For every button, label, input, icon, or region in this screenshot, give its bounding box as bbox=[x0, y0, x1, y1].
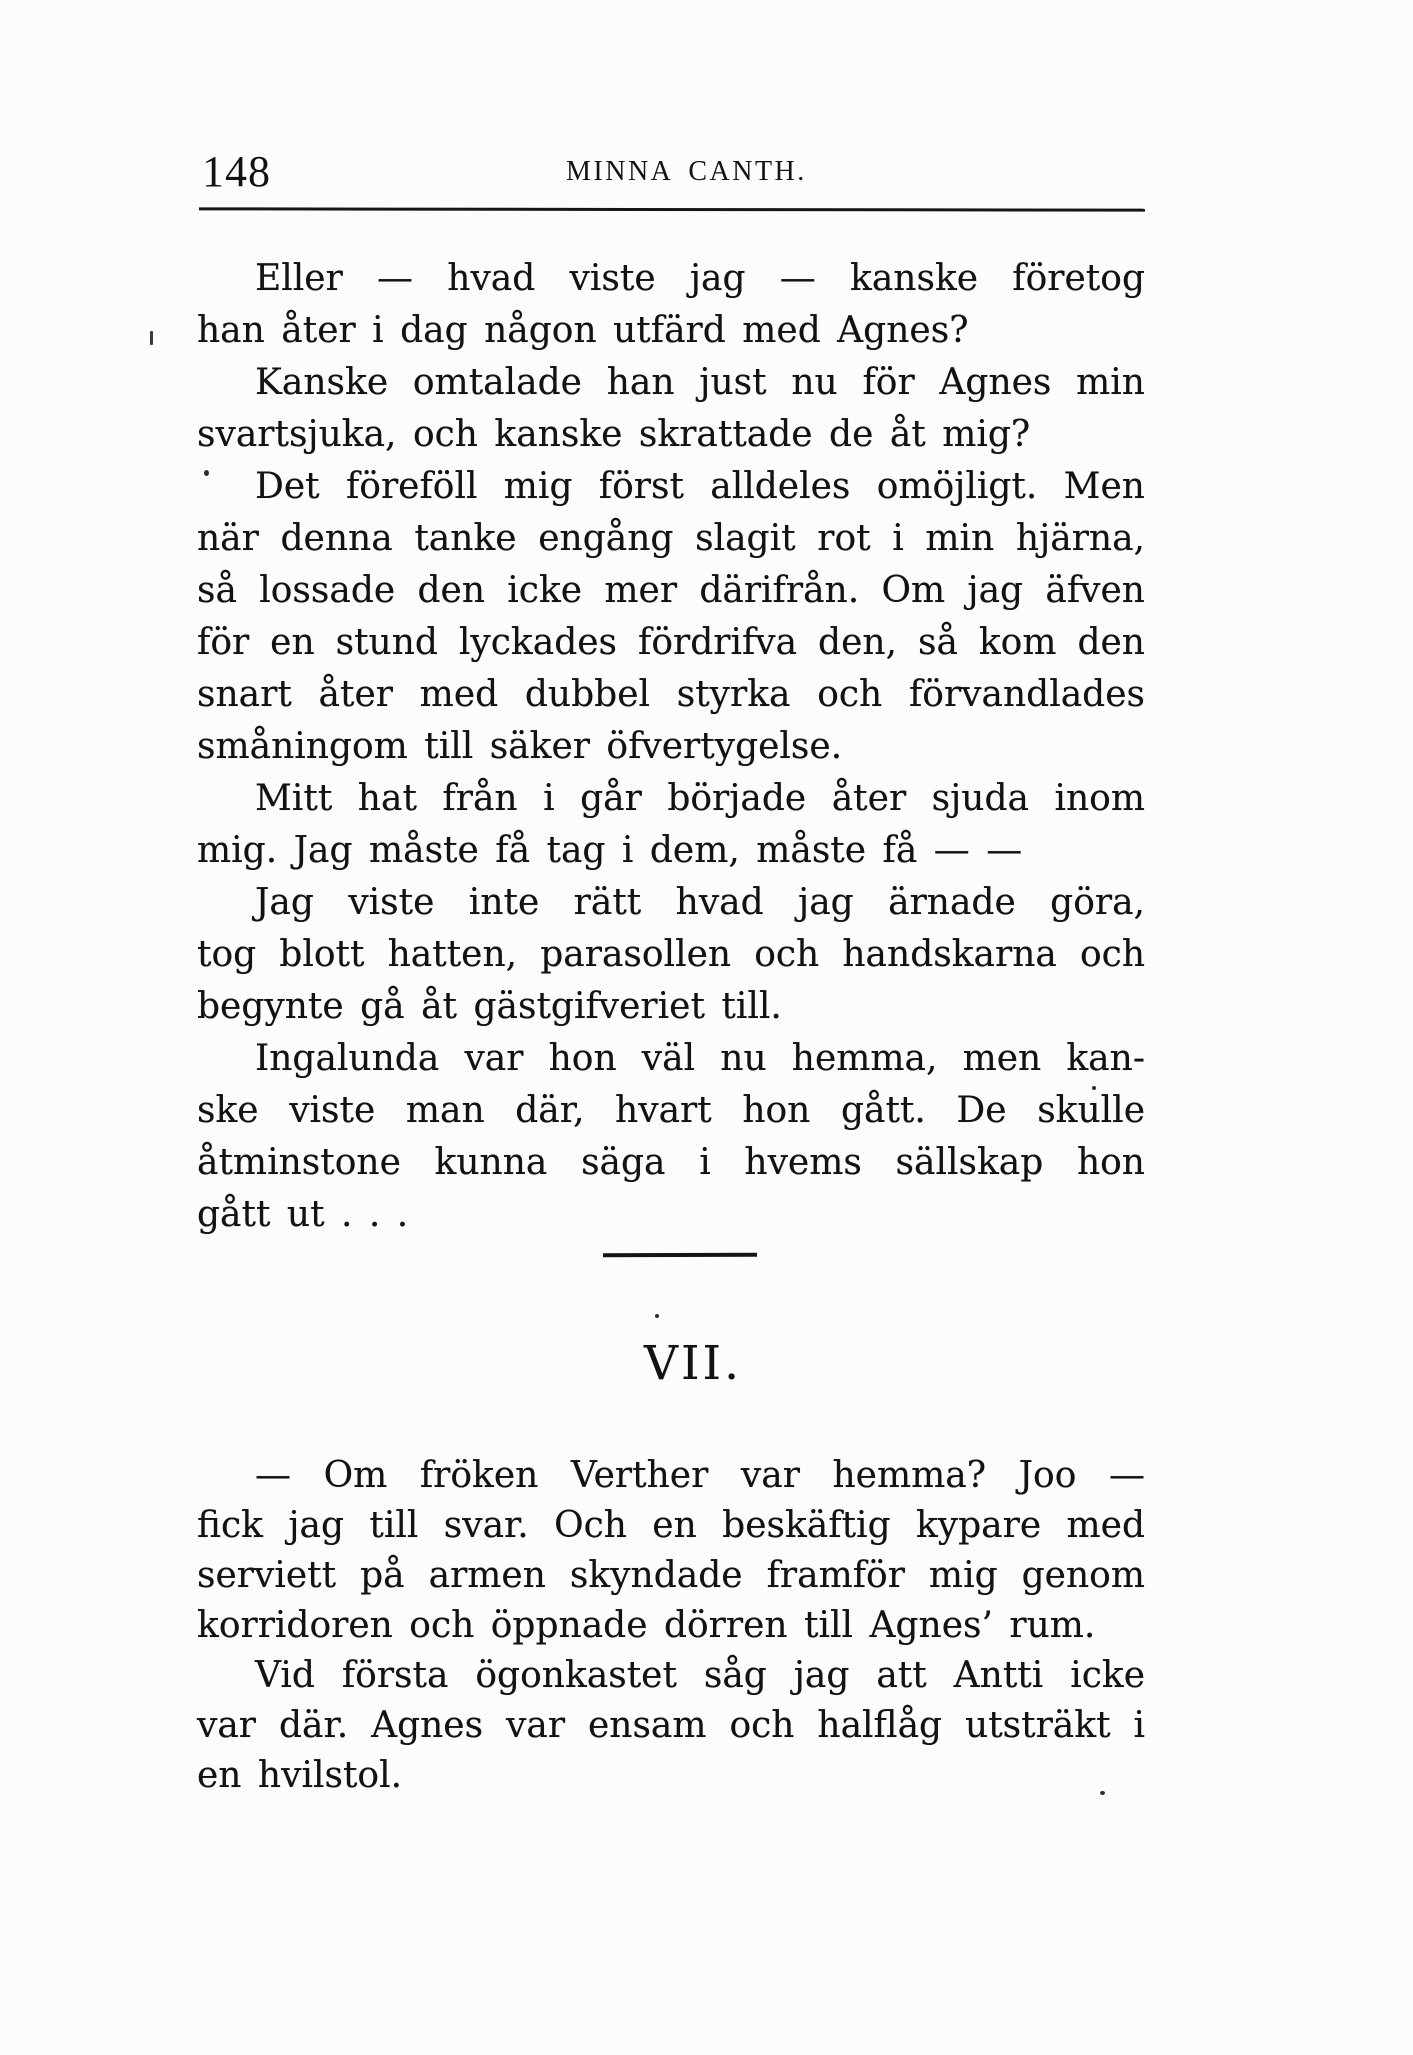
ink-speck bbox=[204, 470, 209, 476]
text-line: Vid första ögonkastet såg jag att Antti icke bbox=[255, 1655, 1145, 1696]
header-rule bbox=[199, 207, 1145, 211]
text-line: småningom till säker öfvertygelse. bbox=[197, 726, 843, 767]
text-line: åtminstone kunna säga i hvems sällskap hon bbox=[197, 1142, 1145, 1183]
ink-speck bbox=[1100, 1791, 1105, 1795]
text-line: för en stund lyckades fördrifva den, så kom den bbox=[197, 622, 1145, 663]
text-line: mig. Jag måste få tag i dem, måste få — — bbox=[197, 830, 1023, 871]
text-line: fick jag till svar. Och en beskäftig kypare med bbox=[197, 1505, 1145, 1546]
body-text-part2 bbox=[197, 1451, 1145, 1801]
text-line: när denna tanke engång slagit rot i min hjärna, bbox=[197, 518, 1145, 559]
text-line: Kanske omtalade han just nu för Agnes min bbox=[255, 362, 1145, 403]
text-line: — Om fröken Verther var hemma? Joo — bbox=[255, 1455, 1145, 1496]
body-text-part1 bbox=[197, 253, 1145, 1241]
text-line: han åter i dag någon utfärd med Agnes? bbox=[197, 310, 969, 351]
text-line: var där. Agnes var ensam och halflåg utsträkt i bbox=[197, 1705, 1145, 1746]
text-line: svartsjuka, och kanske skrattade de åt mig? bbox=[197, 414, 1031, 455]
text-line: snart åter med dubbel styrka och förvandlades bbox=[197, 674, 1145, 715]
text-line: ske viste man där, hvart hon gått. De skulle bbox=[197, 1090, 1145, 1131]
text-line: serviett på armen skyndade framför mig genom bbox=[197, 1555, 1145, 1596]
text-line: Jag viste inte rätt hvad jag ärnade göra, bbox=[255, 882, 1145, 923]
text-line: en hvilstol. bbox=[197, 1755, 403, 1796]
text-line: så lossade den icke mer därifrån. Om jag äfven bbox=[197, 570, 1145, 611]
text-line: tog blott hatten, parasollen och handskarna och bbox=[197, 934, 1145, 975]
running-header-title: MINNA CANTH. bbox=[566, 156, 807, 187]
page-number: 148 bbox=[202, 147, 271, 196]
ink-speck bbox=[655, 1314, 659, 1318]
ink-speck bbox=[1092, 1086, 1096, 1090]
text-line: Eller — hvad viste jag — kanske företog bbox=[255, 258, 1145, 299]
chapter-heading: VII. bbox=[644, 1336, 743, 1391]
text-line: Mitt hat från i går började åter sjuda inom bbox=[255, 778, 1145, 819]
text-line: begynte gå åt gästgifveriet till. bbox=[197, 986, 782, 1027]
ink-speck bbox=[150, 331, 153, 345]
text-line: korridoren och öppnade dörren till Agnes’ rum. bbox=[197, 1605, 1096, 1646]
text-line: Ingalunda var hon väl nu hemma, men kan- bbox=[255, 1038, 1145, 1079]
text-line: gått ut . . . bbox=[197, 1194, 409, 1235]
section-divider-rule bbox=[603, 1253, 757, 1257]
text-line: Det föreföll mig först alldeles omöjligt. Men bbox=[255, 466, 1145, 507]
